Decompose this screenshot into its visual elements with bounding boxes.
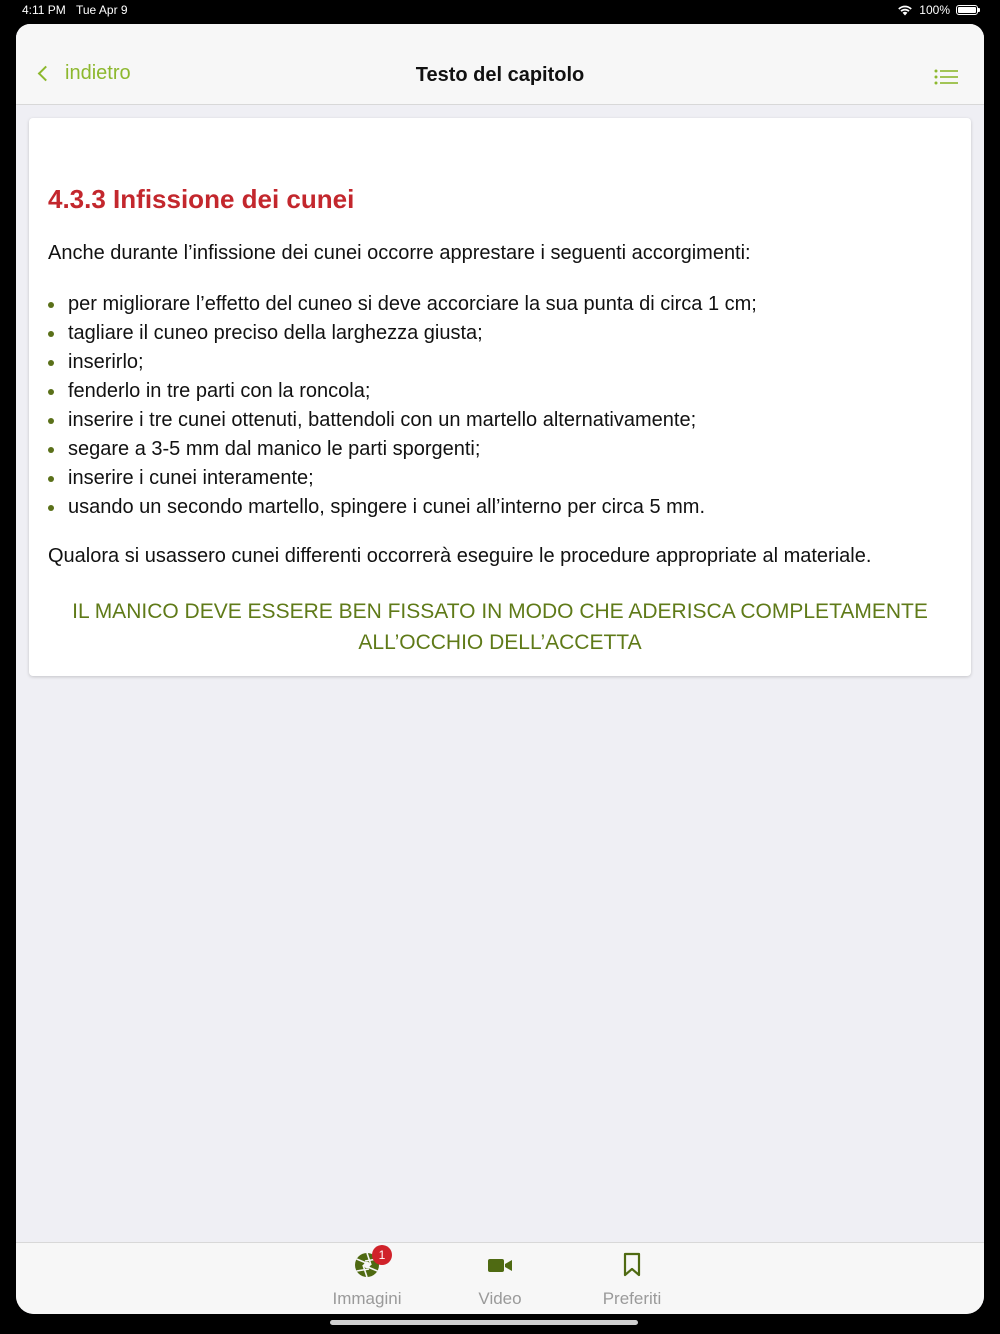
status-date: Tue Apr 9	[76, 3, 128, 17]
bookmark-icon	[621, 1252, 643, 1278]
list-icon[interactable]	[934, 68, 958, 86]
bullet-list	[48, 290, 757, 522]
tab-label: Video	[478, 1289, 522, 1308]
back-label: indietro	[65, 62, 131, 84]
list-item: inserire i tre cunei ottenuti, battendoli con un martello alternativamente;	[48, 406, 757, 435]
video-camera-icon	[486, 1255, 514, 1275]
list-item: inserire i cunei interamente;	[48, 464, 757, 493]
navigation-bar	[16, 24, 984, 105]
tab-label: Immagini	[332, 1289, 402, 1308]
warning-notice	[48, 596, 952, 658]
page-title: Testo del capitolo	[415, 64, 585, 86]
battery-icon	[956, 5, 978, 15]
chapter-heading: 4.3.3 Infissione dei cunei	[48, 184, 355, 214]
chapter-card	[29, 118, 971, 676]
notification-badge: 1	[372, 1245, 392, 1265]
warning-line-1: IL MANICO DEVE ESSERE BEN FISSATO IN MODO CHE ADERISCA COMPLETAMENTE	[72, 600, 928, 623]
battery-percent: 100%	[919, 3, 950, 17]
tab-bar	[16, 1242, 984, 1314]
list-item: per migliorare l’effetto del cuneo si deve accorciare la sua punta di circa 1 cm;	[48, 290, 757, 319]
home-indicator[interactable]	[330, 1320, 638, 1325]
list-item: segare a 3-5 mm dal manico le parti sporgenti;	[48, 435, 757, 464]
list-item: tagliare il cuneo preciso della larghezza giusta;	[48, 319, 757, 348]
app-screen	[16, 24, 984, 1314]
closing-paragraph: Qualora si usassero cunei differenti occorrerà eseguire le procedure appropriate al materiale.	[48, 545, 872, 567]
tab-preferiti[interactable]	[577, 1249, 687, 1309]
status-bar	[0, 0, 1000, 22]
status-time: 4:11 PM	[22, 3, 66, 17]
tab-video[interactable]	[445, 1249, 555, 1309]
warning-line-2: ALL’OCCHIO DELL’ACCETTA	[358, 631, 642, 654]
wifi-icon	[897, 4, 913, 16]
tab-immagini[interactable]	[312, 1249, 422, 1309]
intro-paragraph: Anche durante l’infissione dei cunei occorre apprestare i seguenti accorgimenti:	[48, 242, 751, 264]
list-item: usando un secondo martello, spingere i cunei all’interno per circa 5 mm.	[48, 493, 757, 522]
list-item: inserirlo;	[48, 348, 757, 377]
tab-label: Preferiti	[602, 1289, 662, 1308]
status-indicators	[897, 3, 978, 17]
list-item: fenderlo in tre parti con la roncola;	[48, 377, 757, 406]
